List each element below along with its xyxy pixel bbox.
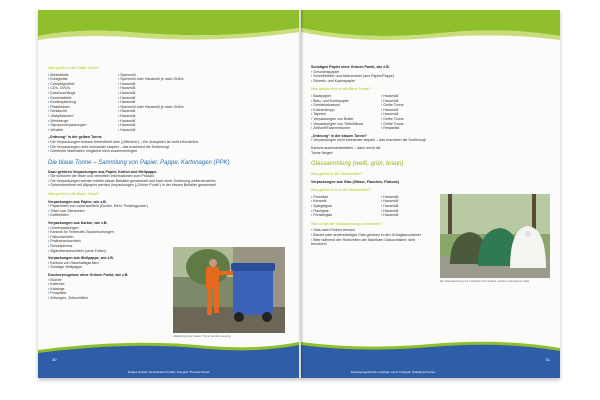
bullet-item: ▪ Umverpackungen	[48, 226, 168, 231]
photo-caption: Die Glassammlung mit Containern für weißes, grünes und braunes Glas	[440, 279, 530, 283]
question-heading: Was gehört nicht in die Blaue Tonne?	[311, 87, 371, 92]
glass-title: Glassammlung (weiß, grün, braun)	[311, 161, 404, 168]
item-name: ▪ Fensterglas	[311, 213, 381, 218]
item-name: ▪ Styroporverpackungen	[48, 123, 118, 128]
item-name: ▪ Getränkekartons	[311, 103, 381, 108]
section-heading: Sonstiges Papier ohne Grünen Punkt, wie z.B.	[311, 65, 390, 69]
item-name: ▪ Porzellan	[311, 195, 381, 200]
item-destination: ▪ Restabfall	[381, 126, 552, 131]
item-name: ▪ „Babyflaschen“	[48, 114, 118, 119]
item-destination: ▪ Hausmüll	[381, 108, 552, 113]
item-name: ▪ Küchenkrepp	[311, 108, 381, 113]
item-destination: ▪ Gelbe Tonne	[381, 117, 552, 122]
bullet-item: ▪ Zeitungen, Zeitschriften	[48, 296, 168, 301]
page-number: 31	[545, 357, 550, 362]
book-gutter	[298, 10, 304, 378]
item-destination: ▪ Hausmüll	[381, 209, 431, 214]
item-destination: ▪ Sperrmüll oder Hausmüll je nach Größe	[118, 77, 291, 82]
page-footer: Duales System Deutschland GmbH, Fotograf: Thomas Rosen	[128, 370, 210, 374]
bullet-item: ▪ Schreibhefter und Aktenordner (aus Papier/Pappe)	[311, 74, 552, 79]
item-name: ▪ Campingmöbel	[48, 82, 118, 87]
item-name: ▪ Spiegelglas	[311, 204, 381, 209]
bullet-item: ▪ Getrennte Materialien möglichst nicht zusammenlegen	[48, 149, 291, 154]
item-name: ▪ Backpapier	[311, 94, 381, 99]
item-name: ▪ Kühlgeräte	[48, 77, 118, 82]
item-destination: ▪ Hausmüll	[381, 213, 431, 218]
bullet-item: ▪ Kataloge	[48, 287, 168, 292]
top-wave-band	[301, 10, 560, 62]
item-destination: ▪ Hausmüll	[118, 114, 291, 119]
disposal-list	[48, 73, 291, 133]
bullet-list	[48, 278, 168, 301]
bullet-item: ▪ Bitte während der Ruhezeiten der Nachbarn Glascontainer nicht benutzen!	[311, 238, 431, 247]
item-name: ▪ Werkzeuge	[48, 119, 118, 124]
blue-bin-title: Die blaue Tonne – Sammlung von Papier, Pappe, Kartonagen (PPK)	[48, 159, 230, 166]
page-footer: Entsorgungsbetrieb Leipziger Land, Fotograf: Wolfgang Fischer	[351, 370, 436, 374]
section-heading: Verpackungen aus Glas (Gläser, Flaschen, Flakons)	[311, 179, 400, 184]
disposal-list	[311, 195, 431, 218]
item-destination: ▪ Gelbe Tonne	[381, 103, 552, 108]
item-name: ▪ Verpackungen von Tiefkühlkost	[311, 122, 381, 127]
item-name: ▪ Keramik	[311, 199, 381, 204]
glass-container-photo	[440, 194, 550, 278]
bullet-item: ▪ Die Verpackungen müssen leerentleert sein („löffelrein“) – Ein Ausspülen ist nicht erforderlich.	[48, 140, 291, 145]
question-heading: Was gehört in die Glasbehälter?	[311, 172, 363, 177]
item-destination: ▪ Hausmüll	[118, 109, 291, 114]
question-heading: Was gehört in die Gelbe Tonne?	[48, 66, 100, 70]
item-name: ▪ CD's, DVD's	[48, 86, 118, 91]
bullet-item: ▪ Zigarettenschachteln (ohne Folien)	[48, 249, 168, 254]
section-heading: Verpackungen aus Karton, wie z.B.	[48, 221, 108, 226]
item-name: ▪ Schläuche	[48, 109, 118, 114]
item-destination: ▪ Sperrmüll oder Hausmüll je nach Größe	[118, 105, 291, 110]
list-item	[48, 128, 291, 133]
bullet-item: ▪ Geschenkpapier	[311, 70, 552, 75]
item-name: ▪ Plastikeimer	[48, 105, 118, 110]
bullet-item: ▪ Pralinenschachteln	[48, 239, 168, 244]
bullet-item: ▪ Verpackungen nicht ineinander stapeln – das erschwert die Sortierung!	[311, 138, 552, 143]
bullet-item: ▪ Schuhkartons	[48, 244, 168, 249]
item-destination: ▪ Hausmüll	[381, 204, 431, 209]
question-heading: Was ist bei der Glassammlung zu beachten?	[311, 221, 383, 226]
item-name: ▪ Flachglas	[311, 209, 381, 214]
bullet-item: ▪ Glas nach Farben trennen	[311, 228, 431, 233]
item-destination: ▪ Hausmüll	[118, 86, 291, 91]
list-item	[311, 126, 552, 131]
bullet-item: ▪ Sie schützen die Ware und vermitteln Informationen zum Produkt.	[48, 174, 291, 179]
karton-note: Kartons auseinanderfalten – dann reicht die Tonne länger!	[311, 145, 381, 155]
item-destination: ▪ Hausmüll	[381, 94, 552, 99]
item-name: ▪ Kinderspielzeug	[48, 100, 118, 105]
item-destination: ▪ Hausmüll	[381, 199, 431, 204]
bullet-item: ▪ Gekennzeichnet mit Altpapier werden Verpackungen („Grüner Punkt“) in der blauen Behälter gesammelt.	[48, 183, 291, 188]
section-heading: Dazu gehören Verpackungen aus Papier, Karton und Wellpappe.	[48, 169, 158, 174]
item-name: ▪ Windeln	[48, 128, 118, 133]
bullet-item: ▪ Blaues oder andersfarbiges Glas gehören in den Grünglascontainer	[311, 233, 431, 238]
bullet-list	[48, 204, 168, 218]
item-name: ▪ Abdeckfolie	[48, 73, 118, 78]
bullet-item: ▪ Sonstige Wellpappe	[48, 265, 168, 270]
question-heading: Was gehört in die Blaue Tonne?	[48, 192, 99, 197]
bullet-list	[48, 261, 168, 270]
bullet-item: ▪ Papiertüten von Lebensmitteln (Zucker, Mehl, Puddingpulver)	[48, 204, 168, 209]
blue-bin-photo	[173, 247, 285, 333]
bullet-list	[311, 228, 431, 246]
item-name: ▪ Zellstoff/Taschentücher	[311, 126, 381, 131]
right-page	[301, 10, 560, 378]
section-heading: „Ordnung“ in der gelben Tonne	[48, 135, 102, 140]
bullet-item: ▪ Kartons für Teebeutel, Backmischungen	[48, 230, 168, 235]
section-heading: „Ordnung“ in der blauen Tonne?	[311, 133, 367, 138]
section-heading: Druckerzeugnisse ohne Grünen Punkt, wie z.B.	[48, 272, 129, 277]
item-destination: ▪ Gelbe Tonne	[381, 122, 552, 127]
item-destination: ▪ Hausmüll	[118, 82, 291, 87]
item-name: ▪ Blau- und Kohlepapier	[311, 99, 381, 104]
item-destination: ▪ Hausmüll	[118, 91, 291, 96]
left-page	[38, 10, 299, 378]
list-item	[311, 213, 431, 218]
disposal-list	[311, 94, 552, 131]
bullet-item: ▪ Kartons von Haushaltsgeräten	[48, 261, 168, 266]
bullet-list	[311, 70, 552, 84]
bullet-item: ▪ Prospekte	[48, 291, 168, 296]
brochure-spread	[38, 10, 560, 378]
question-heading: Was gehört nicht in die Glasbehälter?	[311, 188, 371, 193]
item-name: ▪ Duschvorhänge	[48, 91, 118, 96]
bullet-item: ▪ Kaffeetüten	[48, 213, 168, 218]
bullet-list	[48, 140, 291, 154]
item-destination: ▪ Hausmüll	[118, 100, 291, 105]
top-wave-band	[38, 10, 299, 62]
item-name: ▪ Tapeten	[311, 112, 381, 117]
bullet-item: ▪ Die Verpackungen nicht ineinander stapeln – das erschwert die Sortierung!	[48, 145, 291, 150]
bullet-list	[48, 226, 168, 254]
item-destination: ▪ Hausmüll	[118, 119, 291, 124]
bullet-item: ▪ Faltschachteln	[48, 235, 168, 240]
item-destination: ▪ Hausmüll	[381, 112, 552, 117]
item-destination: ▪ Hausmüll	[381, 99, 552, 104]
bullet-item: ▪ Tüten von Sämereien	[48, 209, 168, 214]
bullet-item: ▪ Die Verpackungen werden mittels blauer Behälter gesammelt und nach einer Sortierung weiterverwertet.	[48, 179, 291, 184]
item-destination: ▪ Hausmüll	[118, 128, 291, 133]
item-name: ▪ Verpackungen von Butter	[311, 117, 381, 122]
photo-caption: Abbildung einer blauen Tonne bei der Leerung	[173, 334, 231, 338]
item-destination: ▪ Hausmüll	[118, 123, 291, 128]
page-number: 30	[52, 357, 57, 362]
item-name: ▪ Gummistiefel	[48, 96, 118, 101]
section-heading: Verpackungen aus Papier, wie z.B.	[48, 199, 107, 204]
bullet-list	[48, 174, 291, 188]
item-destination: ▪ Hausmüll	[381, 195, 431, 200]
item-destination: ▪ Hausmüll	[118, 96, 291, 101]
item-destination: ▪ Sperrmüll	[118, 73, 291, 78]
bullet-item: ▪ Bücher	[48, 278, 168, 283]
bullet-item: ▪ Kalender	[48, 282, 168, 287]
section-heading: Verpackungen aus Wellpappe, wie z.B.	[48, 256, 114, 261]
bullet-item: ▪ Schreib- und Kopierpapier	[311, 79, 552, 84]
bullet-list	[311, 138, 552, 143]
